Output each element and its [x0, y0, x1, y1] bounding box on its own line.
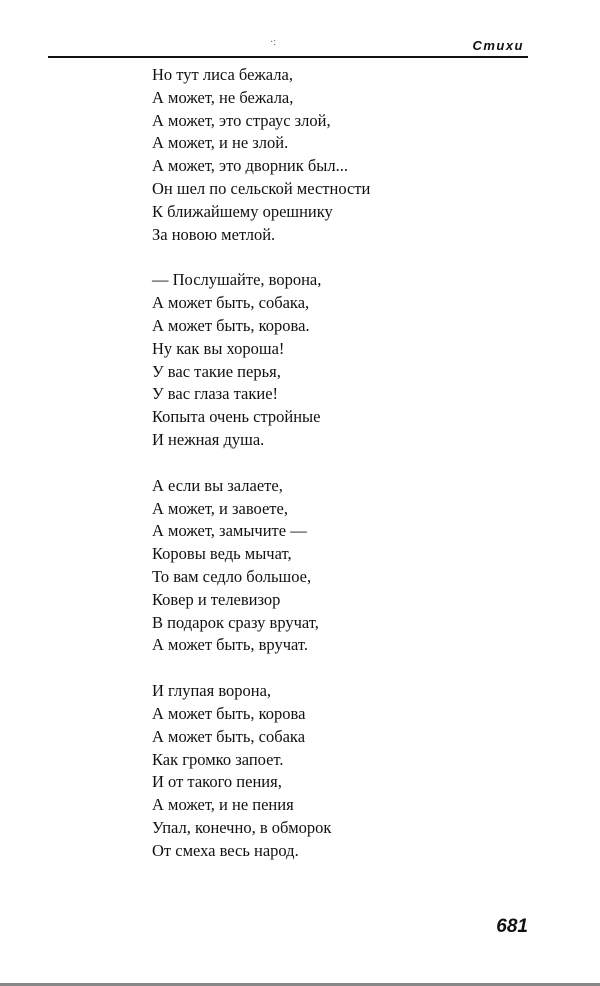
- poem-line: И глупая ворона,: [152, 681, 272, 701]
- poem-line: Он шел по сельской местности: [152, 178, 371, 198]
- poem-line: А может быть, вручат.: [152, 635, 308, 655]
- poem-line: И от такого пения,: [152, 772, 282, 792]
- poem-line: А может быть, корова.: [152, 315, 310, 335]
- stanza-4: [152, 680, 532, 862]
- stanza-2: [152, 269, 532, 451]
- poem-line: А может быть, собака,: [152, 293, 310, 313]
- poem-line: То вам седло большое,: [152, 566, 312, 586]
- poem-line: У вас такие перья,: [152, 361, 281, 381]
- poem-body: [152, 64, 532, 886]
- stanza-1: [152, 64, 532, 246]
- poem-line: А может быть, собака: [152, 726, 306, 746]
- running-head: [48, 36, 528, 58]
- poem-line: За новою метлой.: [152, 224, 276, 244]
- poem-line: К ближайшему орешнику: [152, 201, 333, 221]
- poem-line: А если вы залаете,: [152, 475, 283, 495]
- poem-line: Упал, конечно, в обморок: [152, 817, 332, 837]
- poem-line: Копыта очень стройные: [152, 407, 321, 427]
- poem-line: От смеха весь народ.: [152, 840, 299, 860]
- poem-line: А может, и завоете,: [152, 498, 288, 518]
- print-speck-mark: ·:: [270, 37, 277, 48]
- stanza-3: [152, 475, 532, 657]
- running-title: Стихи: [472, 38, 524, 53]
- poem-line: А может, не бежала,: [152, 87, 294, 107]
- poem-line: Но тут лиса бежала,: [152, 65, 293, 84]
- poem-line: А может, это страус злой,: [152, 110, 331, 130]
- page-number: 681: [496, 916, 528, 937]
- poem-line: У вас глаза такие!: [152, 384, 279, 404]
- poem-line: В подарок сразу вручат,: [152, 612, 319, 632]
- poem-line: Ну как вы хороша!: [152, 338, 285, 358]
- poem-line: А может быть, корова: [152, 703, 306, 723]
- poem-line: А может, замычите —: [152, 521, 307, 541]
- poem-line: Как громко запоет.: [152, 749, 284, 769]
- poem-line: А может, и не злой.: [152, 133, 289, 153]
- poem-line: А может, и не пения: [152, 795, 294, 815]
- poem-line: — Послушайте, ворона,: [152, 270, 322, 290]
- poem-line: Ковер и телевизор: [152, 589, 281, 609]
- poem-line: А может, это дворник был...: [152, 156, 348, 176]
- poem-line: И нежная душа.: [152, 429, 265, 449]
- poem-line: Коровы ведь мычат,: [152, 544, 292, 564]
